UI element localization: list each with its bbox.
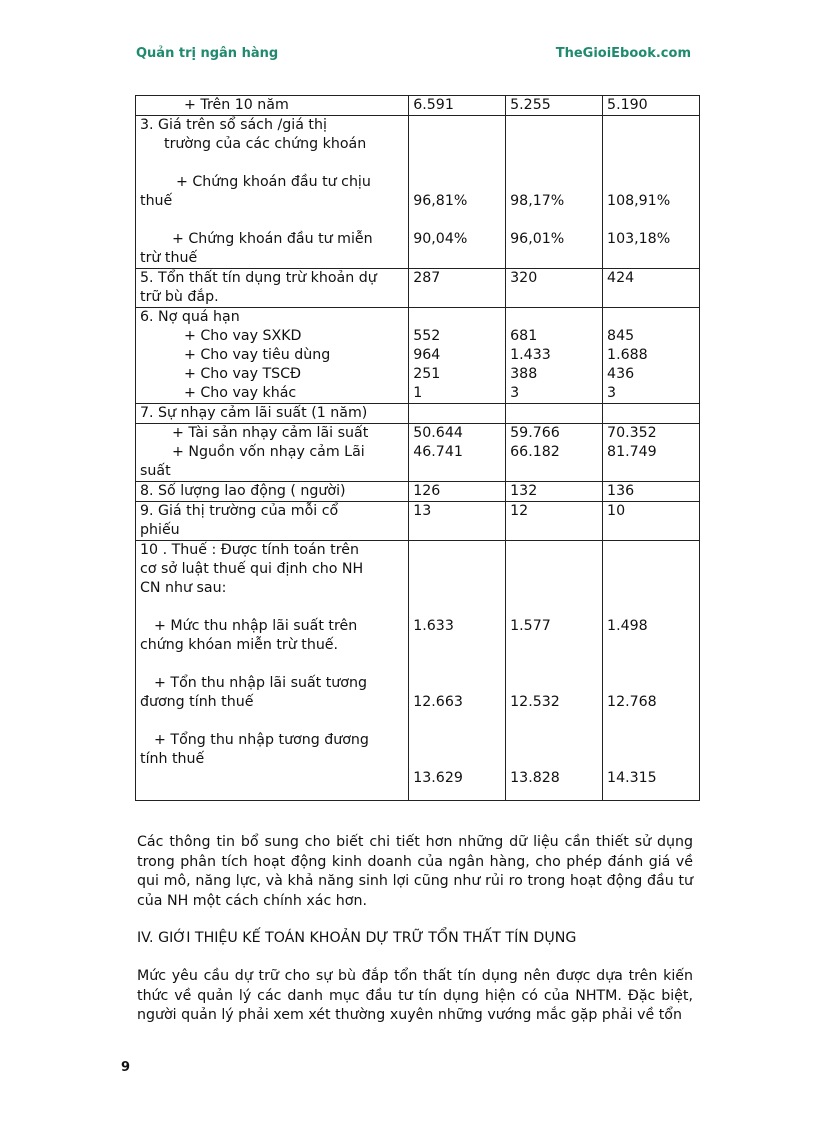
table-cell: 108,91% — [607, 193, 671, 209]
row-label: CN như sau: — [140, 580, 227, 596]
table-cell: 681 — [510, 328, 538, 344]
table-row — [136, 541, 700, 801]
table-cell: 251 — [413, 366, 441, 382]
row-label: + Tài sản nhạy cảm lãi suất — [172, 425, 369, 441]
row-label: 10 . Thuế : Được tính toán trên — [140, 542, 359, 558]
table-row — [136, 269, 700, 308]
row-label: + Trên 10 năm — [184, 97, 289, 113]
table-row — [136, 404, 700, 424]
table-cell: 66.182 — [510, 444, 560, 460]
row-label: trường của các chứng khoán — [164, 136, 367, 152]
table-row — [136, 308, 700, 404]
row-label: + Chứng khoán đầu tư chịu — [176, 174, 371, 190]
table-cell: 287 — [413, 270, 441, 286]
row-label: phiếu — [140, 522, 180, 538]
table-cell: 13.629 — [413, 770, 463, 786]
table-cell: 1.633 — [413, 618, 454, 634]
table-cell: 436 — [607, 366, 635, 382]
row-label: 3. Giá trên sổ sách /giá thị — [140, 117, 327, 133]
table-cell: 5.190 — [607, 97, 648, 113]
table-cell: 136 — [607, 483, 635, 499]
table-row — [136, 482, 700, 502]
row-label: suất — [140, 463, 171, 479]
table-row — [136, 116, 700, 269]
row-label: 8. Số lượng lao động ( người) — [140, 483, 346, 499]
row-label: trừ thuế — [140, 250, 198, 266]
page-number: 9 — [121, 1060, 131, 1075]
table-cell: 96,81% — [413, 193, 468, 209]
table-row — [136, 424, 700, 482]
table-cell: 12.532 — [510, 694, 560, 710]
row-label: + Chứng khoán đầu tư miễn — [172, 231, 373, 247]
bank-data-table — [135, 95, 700, 801]
paragraph-additional-info: Các thông tin bổ sung cho biết chi tiết hơn những dữ liệu cần thiết sử dụng trong phân tích hoạt động kinh doanh của ngân hàng, cho phép đánh giá về qui mô, năng lực, và khả năng sinh lợi cũng như rủi ro trong hoạt động đầu tư của NH một cách chính xác hơn. — [137, 834, 693, 909]
row-label: 7. Sự nhạy cảm lãi suất (1 năm) — [140, 405, 368, 421]
row-label: trữ bù đắp. — [140, 289, 219, 305]
table-cell: 103,18% — [607, 231, 671, 247]
row-label: 9. Giá thị trường của mỗi cổ — [140, 503, 339, 519]
row-label: cơ sở luật thuế qui định cho NH — [140, 561, 364, 577]
row-label: thuế — [140, 193, 173, 209]
table-cell: 13 — [413, 503, 432, 519]
table-cell: 845 — [607, 328, 635, 344]
row-label: đương tính thuế — [140, 694, 254, 710]
table-cell: 12 — [510, 503, 529, 519]
table-row — [136, 96, 700, 116]
table-cell: 81.749 — [607, 444, 657, 460]
table-cell: 388 — [510, 366, 538, 382]
section-title: IV. GIỚI THIỆU KẾ TOÁN KHOẢN DỰ TRỮ TỔN THẤT TÍN DỤNG — [137, 930, 577, 946]
table-cell: 1.498 — [607, 618, 648, 634]
table-cell: 1.577 — [510, 618, 551, 634]
row-label: + Tổn thu nhập lãi suất tương — [154, 675, 367, 691]
table-cell: 3 — [607, 385, 617, 401]
row-label: + Cho vay tiêu dùng — [184, 347, 331, 363]
table-cell: 1.688 — [607, 347, 648, 363]
table-cell: 12.768 — [607, 694, 657, 710]
table-cell: 50.644 — [413, 425, 463, 441]
table-cell: 96,01% — [510, 231, 565, 247]
row-label: tính thuế — [140, 751, 205, 767]
table-cell: 70.352 — [607, 425, 657, 441]
table-cell: 126 — [413, 483, 441, 499]
table-cell: 424 — [607, 270, 635, 286]
table-cell: 10 — [607, 503, 626, 519]
table-cell: 46.741 — [413, 444, 463, 460]
table-cell: 1.433 — [510, 347, 551, 363]
table-cell: 5.255 — [510, 97, 551, 113]
header-left-title: Quản trị ngân hàng — [136, 46, 279, 61]
table-cell: 14.315 — [607, 770, 657, 786]
row-label: + Cho vay khác — [184, 385, 297, 401]
row-label: 5. Tổn thất tín dụng trừ khoản dự — [140, 270, 377, 286]
paragraph-reserve-requirement: Mức yêu cầu dự trữ cho sự bù đắp tổn thất tín dụng nên được dựa trên kiến thức về quản lý các danh mục đầu tư tín dụng hiện có của NHTM. Đặc biệt, người quản lý phải xem xét thường xuyên những vướng mắc gặp phải về tổn — [137, 968, 693, 1023]
row-label: + Cho vay TSCĐ — [184, 366, 302, 382]
row-label: + Cho vay SXKD — [184, 328, 302, 344]
row-label: + Tổng thu nhập tương đương — [154, 732, 369, 748]
table-cell: 552 — [413, 328, 441, 344]
table-cell: 132 — [510, 483, 538, 499]
row-label: + Nguồn vốn nhạy cảm Lãi — [172, 444, 365, 460]
table-cell: 13.828 — [510, 770, 560, 786]
row-label: 6. Nợ quá hạn — [140, 309, 240, 325]
table-cell: 12.663 — [413, 694, 463, 710]
table-cell: 1 — [413, 385, 423, 401]
table-cell: 964 — [413, 347, 441, 363]
header-right-site: TheGioiEbook.com — [555, 46, 691, 61]
table-cell: 3 — [510, 385, 520, 401]
table-cell: 320 — [510, 270, 538, 286]
table-cell: 90,04% — [413, 231, 468, 247]
table-row — [136, 502, 700, 541]
table-cell: 6.591 — [413, 97, 454, 113]
row-label: chứng khóan miễn trừ thuế. — [140, 637, 339, 653]
table-cell: 98,17% — [510, 193, 565, 209]
row-label: + Mức thu nhập lãi suất trên — [154, 618, 358, 634]
table-cell: 59.766 — [510, 425, 560, 441]
